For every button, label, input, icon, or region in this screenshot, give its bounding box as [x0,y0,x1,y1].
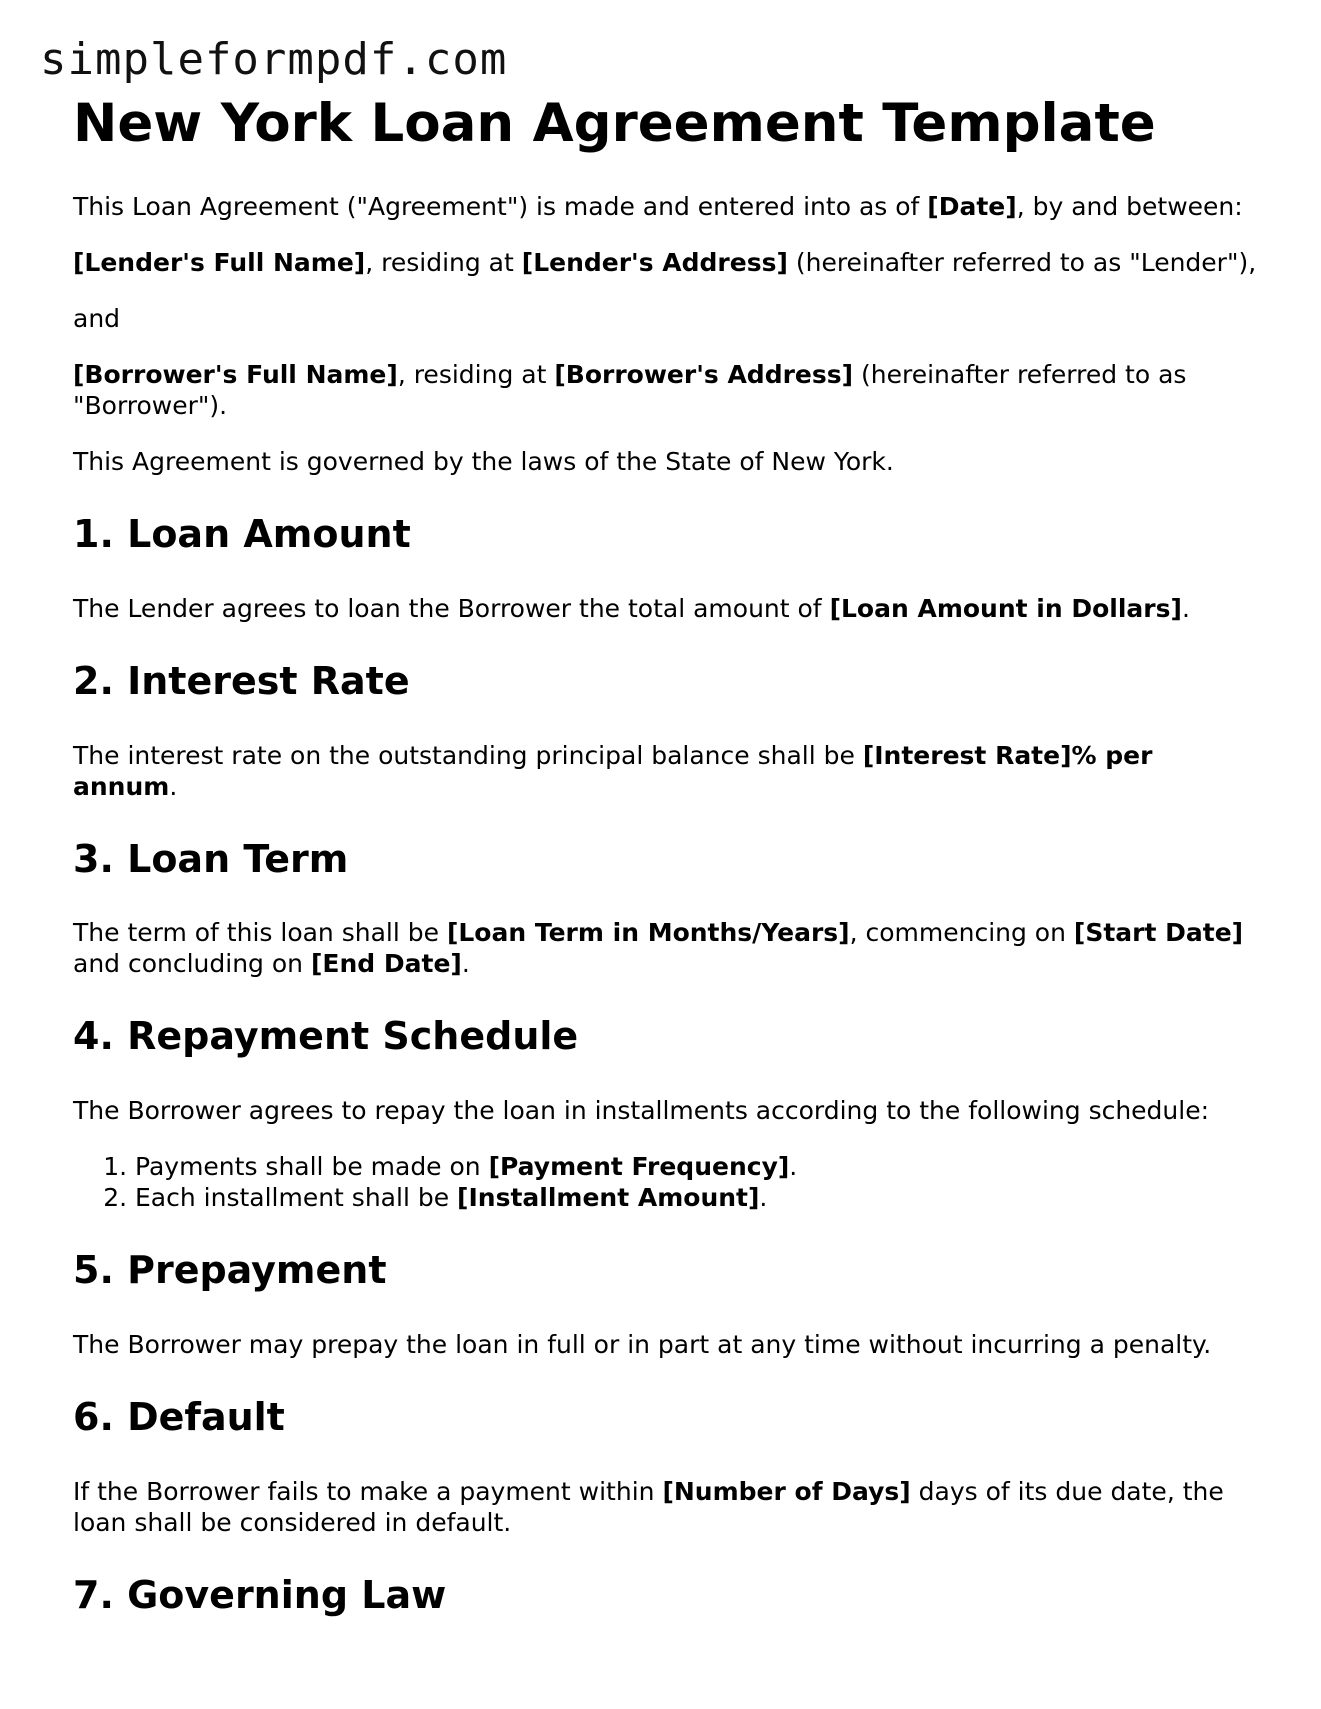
default-paragraph: If the Borrower fails to make a payment within [Number of Days] days of its due date, the loan shall be considered in default. [73,1476,1224,1537]
document-page [73,94,1263,1654]
governing-statement: This Agreement is governed by the laws of the State of New York. [73,446,894,476]
loan-term-field: [Loan Term in Months/Years] [446,918,850,948]
and-paragraph: and [73,303,121,333]
loan-amount-paragraph: The Lender agrees to loan the Borrower the total amount of [Loan Amount in Dollars]. [73,593,1190,623]
lender-paragraph: [Lender's Full Name], residing at [Lender's Address] (hereinafter referred to as "Lender"), [73,247,1257,277]
date-field: [Date] [927,191,1017,221]
start-date-field: [Start Date] [1073,918,1244,948]
repayment-list [73,1151,1263,1213]
lender-address-field: [Lender's Address] [521,247,788,277]
borrower-paragraph: [Borrower's Full Name], residing at [Borrower's Address] (hereinafter referred to as "Borrower"). [73,359,1187,420]
payment-frequency-field: [Payment Frequency] [488,1152,790,1182]
section-heading-prepayment: 5. Prepayment [73,1248,387,1293]
installment-amount-field: [Installment Amount] [457,1183,760,1213]
repayment-paragraph: The Borrower agrees to repay the loan in installments according to the following schedule: [73,1096,1210,1126]
loan-amount-field: [Loan Amount in Dollars] [829,593,1182,623]
interest-rate-paragraph: The interest rate on the outstanding principal balance shall be [Interest Rate]% per annum. [73,740,1153,801]
lender-name-field: [Lender's Full Name] [73,247,366,277]
section-heading-repayment-schedule: 4. Repayment Schedule [73,1014,579,1059]
intro-paragraph: This Loan Agreement ("Agreement") is made and entered into as of [Date], by and between: [73,191,1243,221]
interest-rate-field: [Interest Rate]% per annum [73,740,1153,801]
section-heading-interest-rate: 2. Interest Rate [73,658,410,703]
list-item: 2. Each installment shall be [Installment Amount]. [135,1182,1263,1213]
watermark-text: simpleformpdf.com [40,34,508,85]
list-item: 1. Payments shall be made on [Payment Frequency]. [135,1151,1263,1182]
section-heading-loan-amount: 1. Loan Amount [73,511,411,556]
section-heading-loan-term: 3. Loan Term [73,836,349,881]
section-heading-default: 6. Default [73,1394,285,1439]
section-heading-governing-law: 7. Governing Law [73,1572,447,1617]
prepayment-paragraph: The Borrower may prepay the loan in full or in part at any time without incurring a penalty. [73,1329,1212,1359]
borrower-name-field: [Borrower's Full Name] [73,359,398,389]
loan-term-paragraph: The term of this loan shall be [Loan Term in Months/Years], commencing on [Start Date] and concluding on [End Date]. [73,918,1244,979]
document-title: New York Loan Agreement Template [73,93,1156,154]
end-date-field: [End Date] [310,949,462,979]
number-of-days-field: [Number of Days] [662,1476,911,1506]
borrower-address-field: [Borrower's Address] [554,359,854,389]
